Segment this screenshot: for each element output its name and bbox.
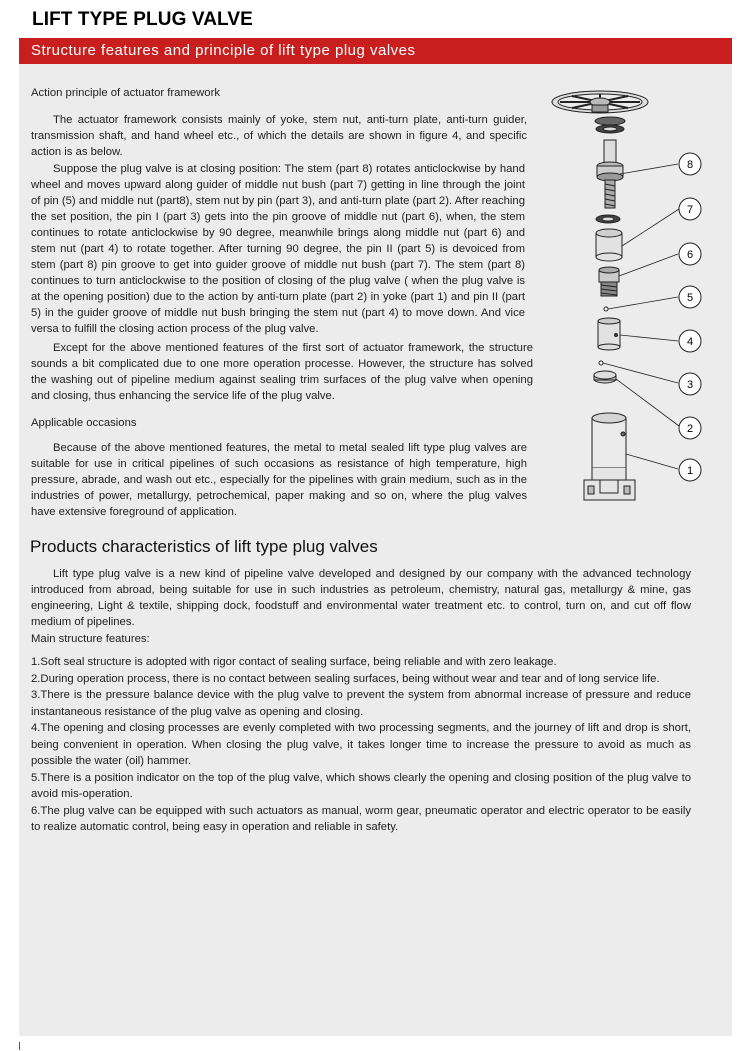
paragraph-structure (31, 340, 533, 404)
paragraph-text: Suppose the plug valve is at closing position: The stem (part 8) rotates anticlockwise by hand wheel and moves upward along guider of middle nut bush (part 7) getting in line through the joint of pin (5) and middle nut (part8), stem nut by pin (part 3), and anti-turn plate (part 2). After reaching the set position, the pin I (part 3) gets into the pin groove of middle nut (part 6), when, the stem continues to rotate anticlockwise by 90 degree, meanwhile brings along middle nut (part 6) and stem nut (part 4) to rotate together. After turning 90 degree, the pin II (part 5) is devoiced from stem (part 8) pin groove to get into guider groove of middle nut bush (part 7). The stem (part 8) continues to turn anticlockwise to the position of closing of the plug valve ( when the plug valve is at the opening position) due to the action by anti-turn plate (part 2) in yoke (part 1) and pin II (part 5) in the guider groove of middle nut bush bringing the stem nut (part 4) to move down. And vice versa to fulfill the closing action process of the plug valve. (31, 163, 525, 335)
middle-nut-bush-icon (596, 229, 622, 261)
yoke-icon (584, 413, 635, 500)
stem-part-icon (597, 140, 623, 208)
paragraph-text: The actuator framework consists mainly of yoke, stem nut, anti-turn plate, anti-turn guider, transmission shaft, and hand wheel etc., of which the details are shown in figure 4, and specific action is as below. (31, 114, 527, 158)
paragraph-applicable (31, 440, 527, 520)
callout-4: 4 (686, 336, 694, 348)
middle-nut-icon (599, 267, 619, 296)
hand-wheel-icon (552, 91, 648, 113)
paragraph-text: Because of the above mentioned features, the metal to metal sealed lift type plug valves are suitable for use in critical pipelines of such occasions as resistance of high temperature, high pressure, abrade, and wash out etc., especially for the pipelines with grain medium, such as in the industries of power, metallurgy, petrochemical, paper making and so on, where the plug valves have extensive foreground of application. (31, 442, 527, 518)
section-banner: Structure features and principle of lift type plug valves (19, 38, 732, 64)
feature-item: 6.The plug valve can be equipped with such actuators as manual, worm gear, pneumatic operator and electric operator to be easily to realize automatic control, being easy in operation and reliable in safety. (31, 804, 691, 833)
page-marker (19, 1042, 20, 1050)
callout-7: 7 (686, 204, 694, 216)
callout-8: 8 (686, 159, 694, 171)
paragraph-products-intro (31, 566, 691, 630)
paragraph-text: Lift type plug valve is a new kind of pipeline valve developed and designed by our company with the advanced technology introduced from abroad, being suitable for use in such industries as petroleum, chemistry, natural gas, metallurgy & mine, gas engineering, Light & textile, shipping dock, foodstuff and environmental water treatment etc. to control, turn on, and cut off flow medium of pipelines. (31, 568, 691, 628)
callout-5: 5 (686, 292, 694, 304)
paragraph-closing-position (31, 161, 525, 337)
exploded-valve-diagram (540, 88, 710, 513)
feature-item: 1.Soft seal structure is adopted with rigor contact of sealing surface, being reliable and with zero leakage. (31, 656, 557, 668)
callout-6: 6 (686, 249, 694, 261)
features-list (31, 654, 691, 836)
callout-2: 2 (686, 423, 694, 435)
feature-item: 3.There is the pressure balance device with the plug valve to prevent the system from abnormal increase of pressure and reduce instantaneous resistance of the plug valve as opening and closing. (31, 689, 691, 718)
callout-1: 1 (686, 465, 694, 477)
anti-turn-plate-icon (594, 371, 616, 383)
callout-labels (679, 153, 701, 481)
features-label: Main structure features: (31, 633, 150, 645)
paragraph-framework (31, 112, 527, 160)
stem-nut-icon (598, 318, 620, 350)
feature-item: 4.The opening and closing processes are evenly completed with two processing segments, and the journey of lift and drop is short, being convenient in operation. When closing the plug valve, it takes longer time to increase the pressure to avoid as much as possible the water (oil) hammer. (31, 722, 691, 767)
section-heading-applicable: Applicable occasions (31, 417, 137, 429)
feature-item: 5.There is a position indicator on the top of the plug valve, which shows clearly the opening and closing position of the plug valve to avoid mis-operation. (31, 771, 691, 800)
callout-3: 3 (686, 379, 694, 391)
products-heading: Products characteristics of lift type plug valves (30, 537, 378, 556)
section-heading-action-principle: Action principle of actuator framework (31, 87, 220, 99)
feature-item: 2.During operation process, there is no contact between sealing surfaces, being without wear and tear and of long service life. (31, 672, 660, 685)
paragraph-text: Except for the above mentioned features of the first sort of actuator framework, the structure sounds a bit complicated due to one more operation processe. However, the structure has solved the washing out of pipeline medium against sealing trim surfaces of the plug valve when opening and closing, thus enhancing the service life of the plug valve. (31, 342, 533, 402)
page-title: LIFT TYPE PLUG VALVE (32, 9, 253, 30)
